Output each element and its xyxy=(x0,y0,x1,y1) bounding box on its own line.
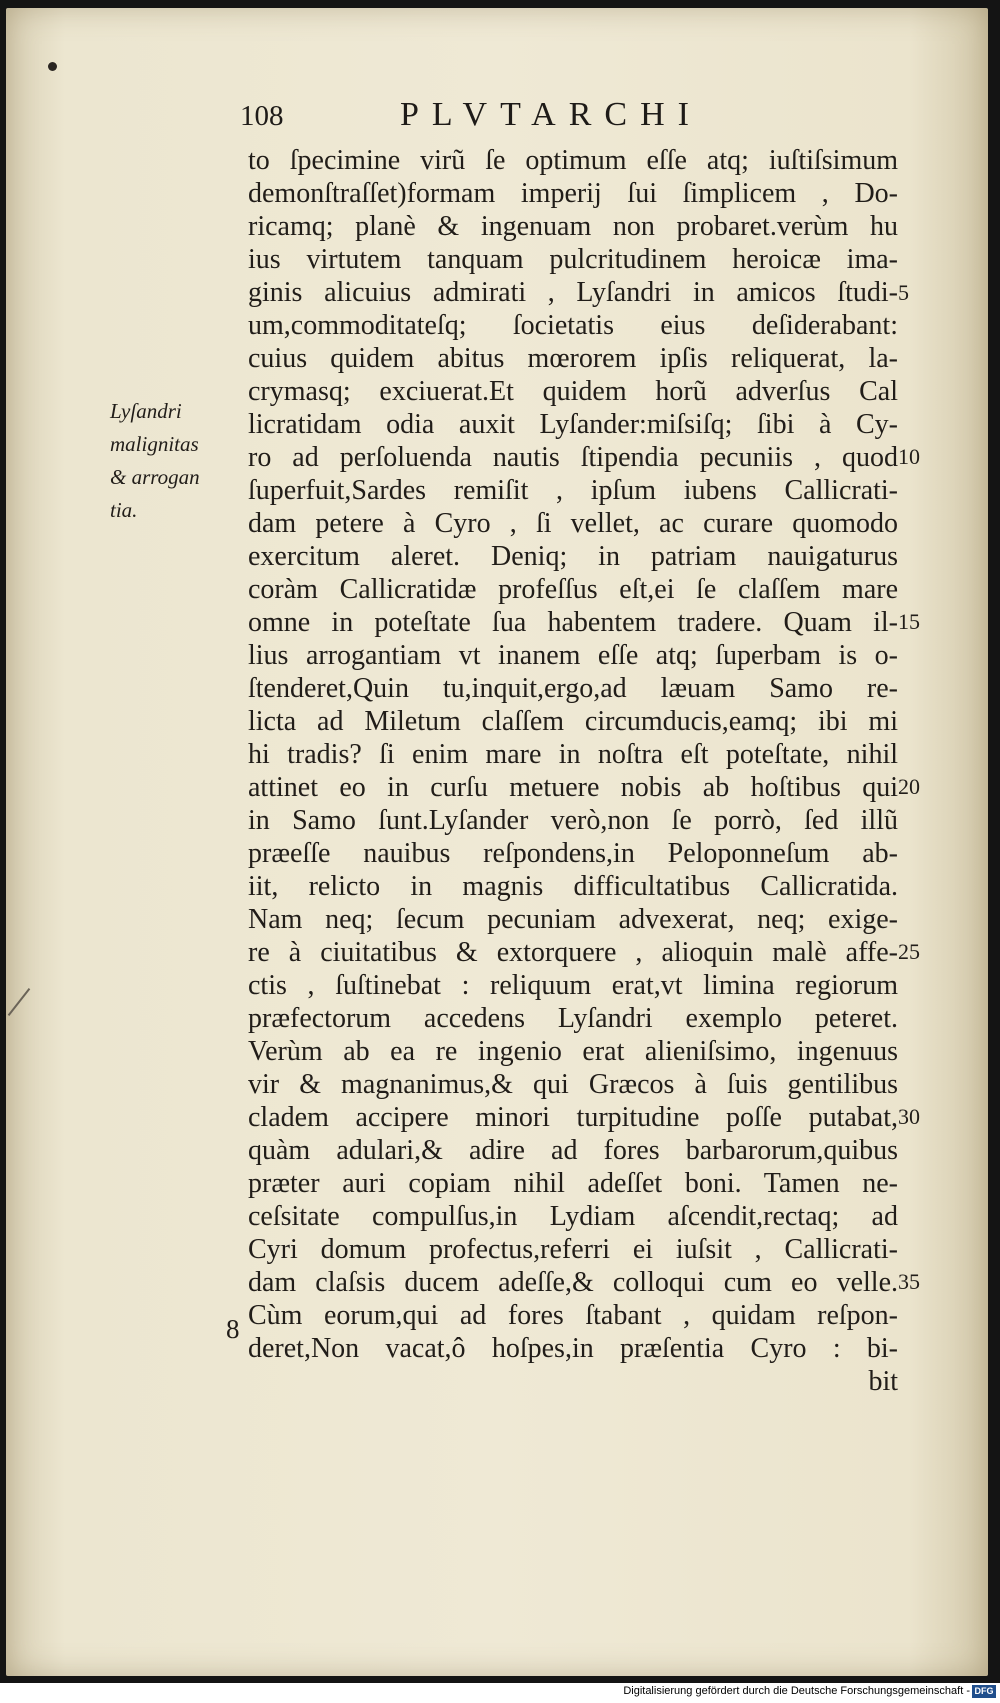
text-line: præter auri copiam nihil adeſſet boni. Tamen ne- xyxy=(248,1168,898,1199)
body-text xyxy=(248,144,898,1398)
text-line: to ſpecimine virũ ſe optimum eſſe atq; iuſtiſsimum xyxy=(248,145,898,176)
page-header xyxy=(240,92,840,142)
marginal-note xyxy=(110,395,230,527)
text-line: ricamq; planè & ingenuam non probaret.verùm hu xyxy=(248,211,898,242)
text-line: omne in poteſtate ſua habentem tradere. Quam il- xyxy=(248,607,898,638)
text-line: ginis alicuius admirati , Lyſandri in amicos ſtudi- xyxy=(248,277,898,308)
marginal-note-line: Lyſandri xyxy=(110,399,182,423)
text-line: dam claſsis ducem adeſſe,& colloqui cum eo velle. xyxy=(248,1267,898,1298)
marginal-note-line: malignitas xyxy=(110,432,199,456)
signature-mark: 8 xyxy=(226,1314,240,1344)
line-number: 35 xyxy=(898,1269,920,1294)
line-number: 5 xyxy=(898,280,909,305)
text-line: ius virtutem tanquam pulcritudinem heroicæ ima- xyxy=(248,244,898,275)
text-line: Nam neq; ſecum pecuniam advexerat, neq; exige- xyxy=(248,904,898,935)
line-number: 20 xyxy=(898,774,920,799)
text-line: ceſsitate compulſus,in Lydiam aſcendit,rectaq; ad xyxy=(248,1201,898,1232)
text-line: deret,Non vacat,ô hoſpes,in præſentia Cyro : bi- xyxy=(248,1333,898,1364)
text-line: iit, relicto in magnis difficultatibus Callicratida. xyxy=(248,871,898,902)
marginal-note-line: tia. xyxy=(110,498,138,522)
text-line: crymasq; exciuerat.Et quidem horũ adverſus Cal xyxy=(248,376,898,407)
text-line: Cyri domum profectus,referri ei iuſsit , Callicrati- xyxy=(248,1234,898,1265)
text-line: dam petere à Cyro , ſi vellet, ac curare quomodo xyxy=(248,508,898,539)
text-line: ctis , ſuſtinebat : reliquum erat,vt limina regiorum xyxy=(248,970,898,1001)
running-title: PLVTARCHI xyxy=(400,96,702,133)
line-number: 25 xyxy=(898,939,920,964)
line-number: 10 xyxy=(898,444,920,469)
dfg-logo: DFG xyxy=(972,1685,996,1698)
catchword: bit xyxy=(868,1366,898,1397)
text-line: coràm Callicratidæ profeſſus eſt,ei ſe claſſem mare xyxy=(248,574,898,605)
funding-credit: Digitalisierung gefördert durch die Deutsche Forschungsgemeinschaft - xyxy=(623,1685,970,1697)
text-line: attinet eo in curſu metuere nobis ab hoſtibus qui xyxy=(248,772,898,803)
text-line: lius arrogantiam vt inanem eſſe atq; ſuperbam is o- xyxy=(248,640,898,671)
marginal-note-line: & arrogan xyxy=(110,465,200,489)
text-line: in Samo ſunt.Lyſander verò,non ſe porrò, ſed illũ xyxy=(248,805,898,836)
text-line: ſuperfuit,Sardes remiſit , ipſum iubens Callicrati- xyxy=(248,475,898,506)
text-line: licratidam odia auxit Lyſander:miſsiſq; ſibi à Cy- xyxy=(248,409,898,440)
text-line: cuius quidem abitus mœrorem ipſis reliquerat, la- xyxy=(248,343,898,374)
line-number: 15 xyxy=(898,609,920,634)
text-line: vir & magnanimus,& qui Græcos à ſuis gentilibus xyxy=(248,1069,898,1100)
text-line: ro ad perſoluenda nautis ſtipendia pecuniis , quod xyxy=(248,442,898,473)
text-line: ſtenderet,Quin tu,inquit,ergo,ad læuam Samo re- xyxy=(248,673,898,704)
page-number: 108 xyxy=(240,100,284,132)
line-number: 30 xyxy=(898,1104,920,1129)
text-line: re à ciuitatibus & extorquere , alioquin malè affe- xyxy=(248,937,898,968)
text-line: hi tradis? ſi enim mare in noſtra eſt poteſtate, nihil xyxy=(248,739,898,770)
text-line: præeſſe nauibus reſpondens,in Peloponneſum ab- xyxy=(248,838,898,869)
text-line: um,commoditateſq; ſocietatis eius deſiderabant: xyxy=(248,310,898,341)
text-line: præfectorum accedens Lyſandri exemplo peteret. xyxy=(248,1003,898,1034)
text-line: Cùm eorum,qui ad fores ſtabant , quidam reſpon- xyxy=(248,1300,898,1331)
text-line: quàm adulari,& adire ad fores barbarorum,quibus xyxy=(248,1135,898,1166)
text-line: exercitum aleret. Deniq; in patriam nauigaturus xyxy=(248,541,898,572)
ink-dot xyxy=(48,62,57,71)
text-line: licta ad Miletum claſſem circumducis,eamq; ibi mi xyxy=(248,706,898,737)
text-line: demonſtraſſet)formam imperij ſui ſimplicem , Do- xyxy=(248,178,898,209)
text-line: Verùm ab ea re ingenio erat alieniſsimo, ingenuus xyxy=(248,1036,898,1067)
text-line: cladem accipere minori turpitudine poſſe putabat, xyxy=(248,1102,898,1133)
